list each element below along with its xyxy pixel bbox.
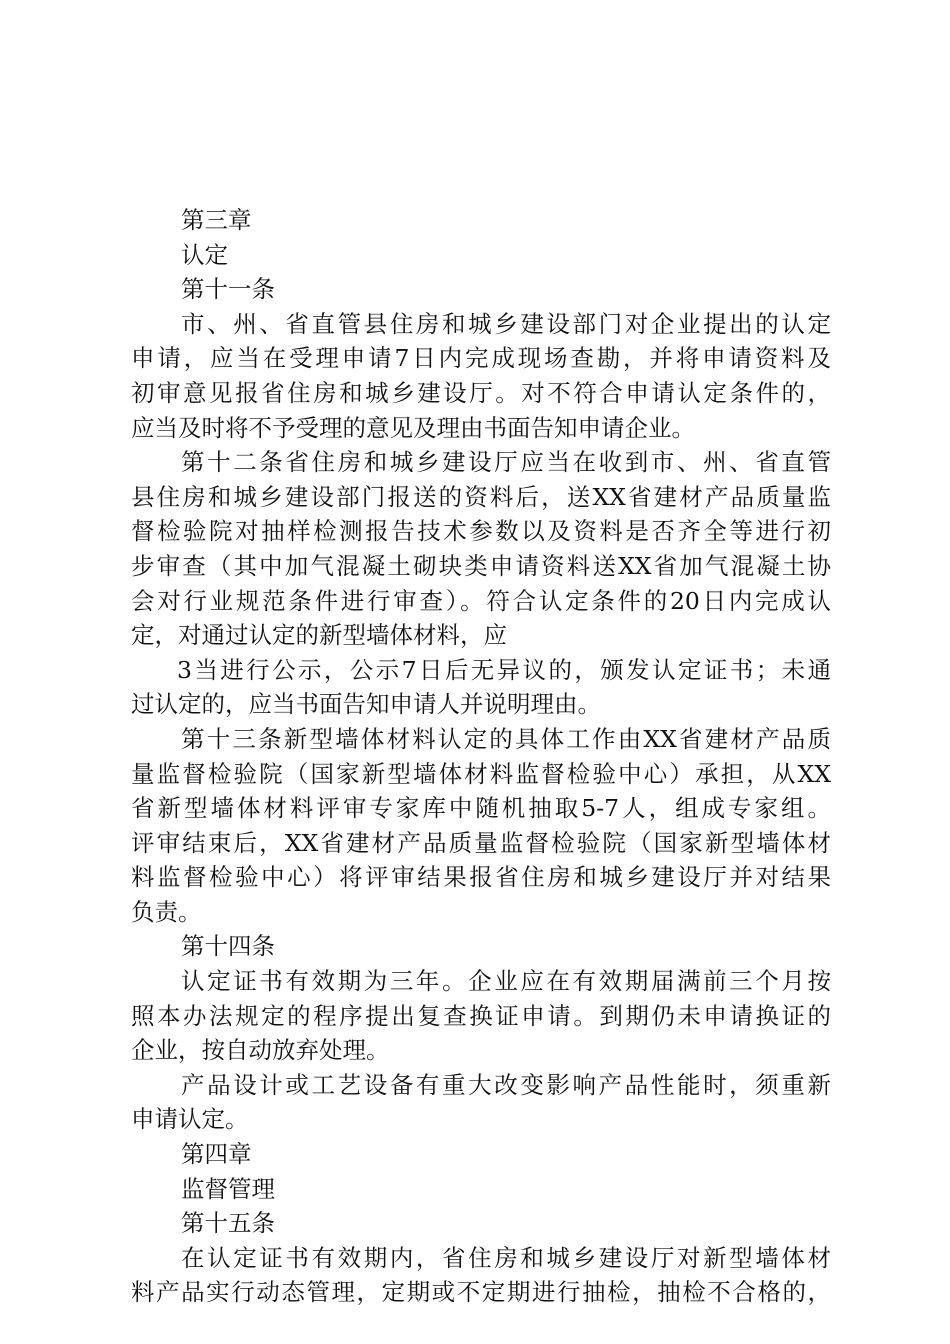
- text-line: 负责。: [131, 897, 202, 926]
- text-line: 第十三条新型墙体材料认定的具体工作由XX省建材产品质: [181, 724, 831, 753]
- text-line: 3当进行公示，公示7日后无异议的，颁发认定证书；未通: [177, 655, 831, 684]
- text-line: 应当及时将不予受理的意见及理由书面告知申请企业。: [131, 413, 695, 442]
- text-line: 监督管理: [181, 1174, 275, 1203]
- text-line: 步审查（其中加气混凝土砌块类申请资料送XX省加气混凝土协: [131, 551, 831, 580]
- text-line: 第十二条省住房和城乡建设厅应当在收到市、州、省直管: [181, 448, 831, 477]
- text-line: 申请，应当在受理申请7日内完成现场查勘，并将申请资料及: [131, 344, 831, 373]
- text-line: 市、州、省直管县住房和城乡建设部门对企业提出的认定: [181, 309, 831, 338]
- text-line: 评审结束后，XX省建材产品质量监督检验院（国家新型墙体材: [131, 828, 831, 857]
- text-line: 认定证书有效期为三年。企业应在有效期届满前三个月按: [181, 967, 831, 996]
- text-line: 第十五条: [181, 1209, 275, 1238]
- text-line: 会对行业规范条件进行审查）。符合认定条件的20日内完成认: [131, 586, 831, 615]
- text-line: 第十一条: [181, 275, 275, 304]
- text-line: 第十四条: [181, 932, 275, 961]
- text-line: 督检验院对抽样检测报告技术参数以及资料是否齐全等进行初: [131, 517, 831, 546]
- text-line: 第三章: [181, 206, 252, 234]
- text-line: 认定: [181, 240, 228, 269]
- text-line: 在认定证书有效期内，省住房和城乡建设厅对新型墙体材: [181, 1243, 831, 1272]
- text-line: 照本办法规定的程序提出复查换证申请。到期仍未申请换证的: [131, 1001, 831, 1030]
- text-line: 企业，按自动放弃处理。: [131, 1036, 390, 1065]
- text-line: 第四章: [181, 1140, 252, 1169]
- text-line: 量监督检验院（国家新型墙体材料监督检验中心）承担，从XX: [131, 759, 831, 788]
- text-line: 产品设计或工艺设备有重大改变影响产品性能时，须重新: [181, 1070, 831, 1099]
- text-line: 料监督检验中心）将评审结果报省住房和城乡建设厅并对结果: [131, 863, 831, 892]
- text-line: 县住房和城乡建设部门报送的资料后，送XX省建材产品质量监: [131, 482, 831, 511]
- text-line: 省新型墙体材料评审专家库中随机抽取5-7人，组成专家组。: [131, 794, 831, 823]
- document-body: [131, 203, 831, 1310]
- text-line: 定，对通过认定的新型墙体材料，应: [131, 621, 507, 650]
- text-line: 过认定的，应当书面告知申请人并说明理由。: [131, 690, 601, 719]
- text-line: 申请认定。: [131, 1105, 249, 1134]
- text-line: 料产品实行动态管理，定期或不定期进行抽检，抽检不合格的，: [131, 1278, 831, 1307]
- text-line: 初审意见报省住房和城乡建设厅。对不符合申请认定条件的，: [131, 378, 831, 407]
